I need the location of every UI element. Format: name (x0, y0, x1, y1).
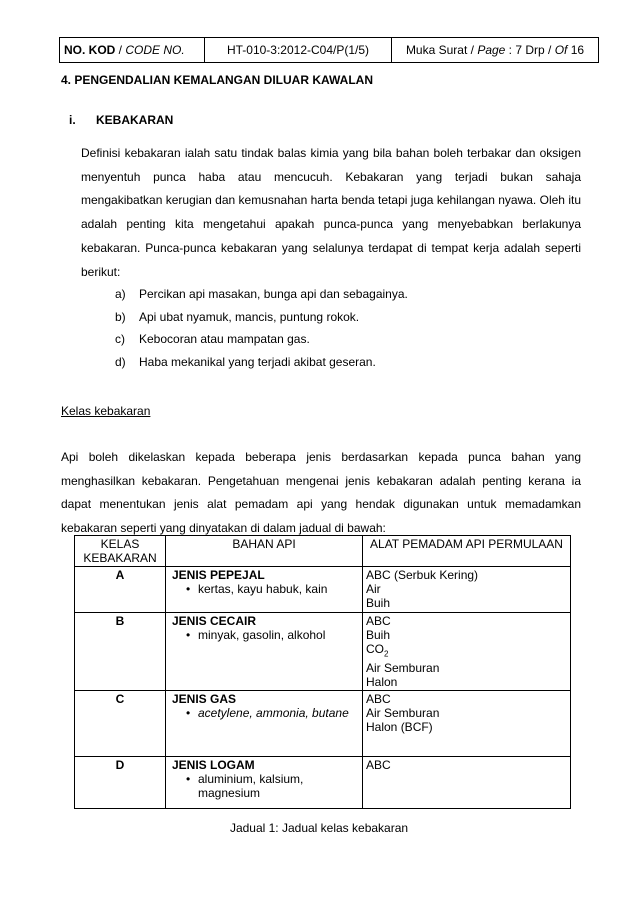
header-bahan: BAHAN API (166, 536, 363, 567)
causes-list (115, 283, 408, 374)
list-item: d) Haba mekanikal yang terjadi akibat geseran. (115, 355, 376, 370)
header-kelas: KELAS KEBAKARAN (75, 536, 166, 567)
code-no-value: HT-010-3:2012-C04/P(1/5) (205, 38, 392, 63)
table-row (75, 613, 571, 691)
fire-class-table (74, 535, 571, 809)
table-header-row (75, 536, 571, 567)
table-row (75, 757, 571, 809)
document-header (59, 37, 599, 63)
bahan-cell: JENIS GAS • acetylene, ammonia, butane (166, 691, 363, 757)
bahan-cell: JENIS CECAIR • minyak, gasolin, alkohol (166, 613, 363, 691)
alat-cell: ABC (Serbuk Kering) Air Buih (363, 567, 571, 613)
bullet-icon: • (186, 582, 191, 596)
table-row (75, 567, 571, 613)
definition-paragraph: Definisi kebakaran ialah satu tindak balas kimia yang bila bahan boleh terbakar dan oksigen menyentuh punca haba atau mencucuh. Kebakaran yang terjadi bukan sahaja mengakibatkan kerugian dan kemusnahan harta benda tetapi juga kehilangan nyawa. Oleh itu adalah penting kita mengetahui apakah punca-punca yang menyebabkan berlakunya kebakaran. Punca-punca kebakaran yang selalunya terdapat di tempat kerja adalah seperti berikut: (81, 146, 581, 279)
fire-class-heading: Kelas kebakaran (61, 404, 151, 418)
table-row (75, 691, 571, 757)
alat-cell: ABC Buih $CO_2$ Air Semburan Halon (363, 613, 571, 691)
list-item: a) Percikan api masakan, bunga api dan sebagainya. (115, 287, 408, 301)
subsection-heading (69, 113, 173, 127)
alat-cell: ABC Air Semburan Halon (BCF) (363, 691, 571, 757)
alat-cell: ABC (363, 757, 571, 809)
list-item: b) Api ubat nyamuk, mancis, puntung rokok. (115, 309, 360, 324)
subsection-title: KEBAKARAN (96, 113, 174, 127)
list-item: c) Kebocoran atau mampatan gas. (115, 332, 310, 347)
subsection-number: i. (69, 113, 76, 127)
header-alat: ALAT PEMADAM API PERMULAAN (363, 536, 571, 567)
kelas-cell: C (75, 691, 166, 757)
bullet-icon: • (186, 628, 191, 642)
page-number: Muka Surat / Page : 7 Drp / Of 16 (392, 38, 599, 63)
kelas-cell: D (75, 757, 166, 809)
bullet-icon: • (186, 772, 191, 787)
bahan-cell: JENIS LOGAM • aluminium, kalsium, magnesium (166, 757, 363, 809)
code-no-label: NO. KOD / CODE NO. (60, 38, 205, 63)
section-title: 4. PENGENDALIAN KEMALANGAN DILUAR KAWALAN (61, 73, 373, 87)
bahan-cell: JENIS PEPEJAL • kertas, kayu habuk, kain (166, 567, 363, 613)
bullet-icon: • (186, 706, 191, 721)
fire-class-paragraph: Api boleh dikelaskan kepada beberapa jenis berdasarkan kepada punca bahan yang menghasilkan kebakaran. Pengetahuan mengenai jenis kebakaran adalah penting kerana ia dapat menentukan jenis alat pemadam api yang hendak digunakan untuk memadamkan kebakaran seperti yang dinyatakan di dalam jadual di bawah: (61, 450, 581, 536)
kelas-cell: B (75, 613, 166, 691)
table-caption: Jadual 1: Jadual kelas kebakaran (229, 821, 409, 835)
kelas-cell: A (75, 567, 166, 613)
